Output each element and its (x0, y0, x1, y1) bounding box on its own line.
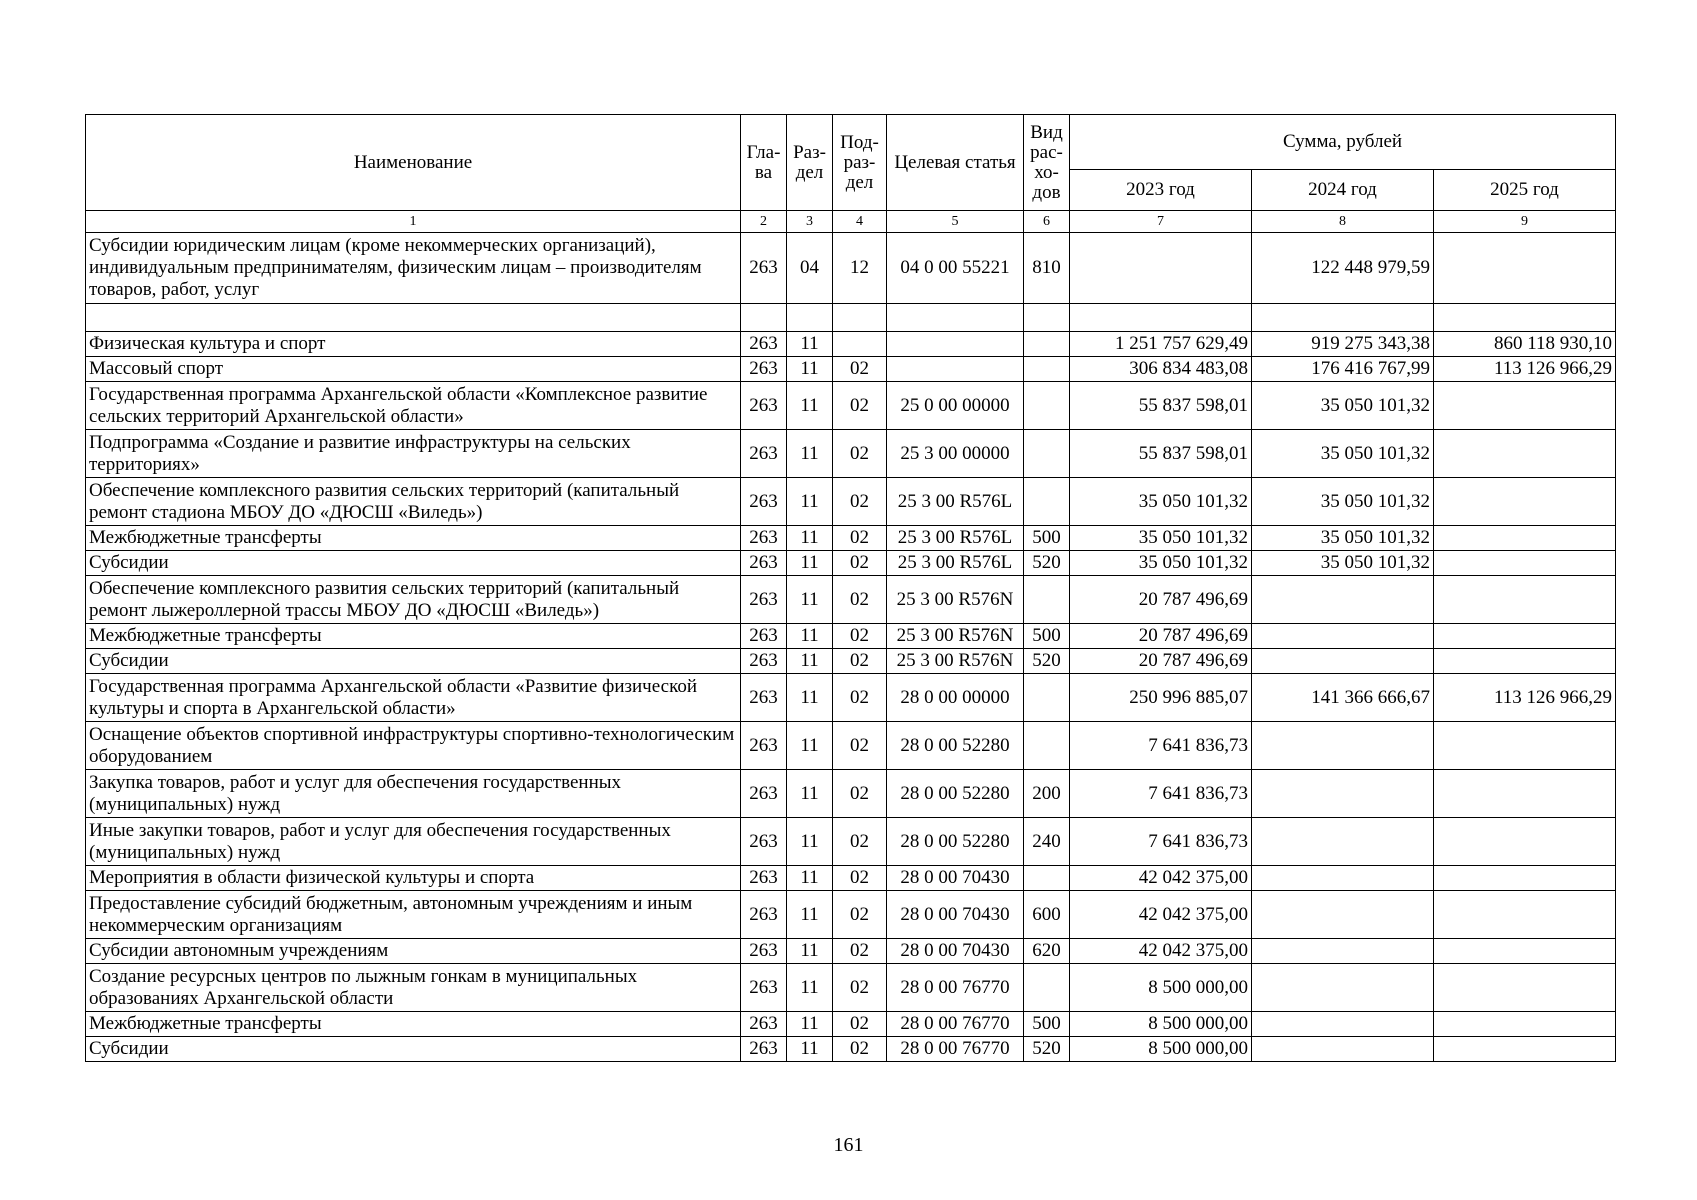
cell-podrazdel: 02 (833, 576, 887, 624)
cell-name (86, 304, 741, 332)
cell-celevaya: 28 0 00 52280 (887, 722, 1024, 770)
cell-razdel: 11 (787, 478, 833, 526)
column-number: 8 (1252, 211, 1434, 233)
cell-2024 (1252, 891, 1434, 939)
table-row (86, 357, 1616, 382)
cell-podrazdel (833, 304, 887, 332)
table-row (86, 674, 1616, 722)
cell-2023 (1070, 233, 1252, 304)
cell-2023: 42 042 375,00 (1070, 939, 1252, 964)
cell-2023: 20 787 496,69 (1070, 649, 1252, 674)
cell-2025 (1434, 1012, 1616, 1037)
table-row (86, 939, 1616, 964)
cell-razdel: 11 (787, 770, 833, 818)
column-number: 7 (1070, 211, 1252, 233)
table-row (86, 866, 1616, 891)
cell-2024 (1252, 1012, 1434, 1037)
cell-name: Межбюджетные трансферты (86, 624, 741, 649)
cell-celevaya: 25 3 00 R576N (887, 576, 1024, 624)
cell-glava: 263 (741, 332, 787, 357)
cell-name: Подпрограмма «Создание и развитие инфраструктуры на сельских территориях» (86, 430, 741, 478)
cell-glava (741, 304, 787, 332)
cell-razdel: 11 (787, 964, 833, 1012)
cell-celevaya: 28 0 00 52280 (887, 770, 1024, 818)
cell-vid: 520 (1024, 1037, 1070, 1062)
cell-2025 (1434, 478, 1616, 526)
cell-2025 (1434, 526, 1616, 551)
cell-celevaya: 28 0 00 00000 (887, 674, 1024, 722)
cell-razdel (787, 304, 833, 332)
cell-glava: 263 (741, 357, 787, 382)
cell-vid: 810 (1024, 233, 1070, 304)
cell-name: Межбюджетные трансферты (86, 1012, 741, 1037)
cell-2023: 8 500 000,00 (1070, 1012, 1252, 1037)
cell-glava: 263 (741, 551, 787, 576)
table-row (86, 382, 1616, 430)
table-row (86, 624, 1616, 649)
cell-name: Мероприятия в области физической культуры и спорта (86, 866, 741, 891)
cell-name: Физическая культура и спорт (86, 332, 741, 357)
cell-razdel: 11 (787, 576, 833, 624)
cell-razdel: 11 (787, 866, 833, 891)
cell-celevaya (887, 332, 1024, 357)
cell-2023: 42 042 375,00 (1070, 891, 1252, 939)
table-row (86, 551, 1616, 576)
cell-2023: 7 641 836,73 (1070, 722, 1252, 770)
cell-2025 (1434, 891, 1616, 939)
table-row (86, 770, 1616, 818)
column-number: 5 (887, 211, 1024, 233)
cell-2024 (1252, 649, 1434, 674)
cell-podrazdel: 02 (833, 624, 887, 649)
cell-glava: 263 (741, 818, 787, 866)
budget-table (85, 114, 1616, 1062)
table-body (86, 233, 1616, 1062)
cell-glava: 263 (741, 866, 787, 891)
cell-vid (1024, 357, 1070, 382)
cell-2025 (1434, 1037, 1616, 1062)
cell-celevaya: 28 0 00 76770 (887, 1012, 1024, 1037)
cell-celevaya: 28 0 00 76770 (887, 1037, 1024, 1062)
cell-podrazdel: 02 (833, 551, 887, 576)
cell-2024: 35 050 101,32 (1252, 478, 1434, 526)
cell-name: Обеспечение комплексного развития сельских территорий (капитальный ремонт лыжероллерной трассы МБОУ ДО «ДЮСШ «Виледь») (86, 576, 741, 624)
cell-2024 (1252, 624, 1434, 649)
cell-2023 (1070, 304, 1252, 332)
cell-vid: 600 (1024, 891, 1070, 939)
cell-celevaya: 28 0 00 70430 (887, 891, 1024, 939)
cell-celevaya: 25 3 00 R576L (887, 478, 1024, 526)
cell-2023: 8 500 000,00 (1070, 1037, 1252, 1062)
cell-glava: 263 (741, 1037, 787, 1062)
cell-name: Закупка товаров, работ и услуг для обеспечения государственных (муниципальных) нужд (86, 770, 741, 818)
cell-2023: 55 837 598,01 (1070, 382, 1252, 430)
table-row (86, 526, 1616, 551)
column-number: 6 (1024, 211, 1070, 233)
cell-2023: 7 641 836,73 (1070, 818, 1252, 866)
cell-2023: 20 787 496,69 (1070, 576, 1252, 624)
table-row (86, 576, 1616, 624)
cell-2023: 35 050 101,32 (1070, 526, 1252, 551)
cell-2023: 35 050 101,32 (1070, 551, 1252, 576)
column-number: 9 (1434, 211, 1616, 233)
cell-2025 (1434, 576, 1616, 624)
table-row (86, 891, 1616, 939)
cell-name: Субсидии (86, 1037, 741, 1062)
table-row (86, 478, 1616, 526)
cell-glava: 263 (741, 478, 787, 526)
cell-name: Оснащение объектов спортивной инфраструктуры спортивно-технологическим оборудованием (86, 722, 741, 770)
cell-name: Создание ресурсных центров по лыжным гонкам в муниципальных образованиях Архангельской области (86, 964, 741, 1012)
cell-vid (1024, 866, 1070, 891)
cell-2023: 55 837 598,01 (1070, 430, 1252, 478)
cell-name: Субсидии (86, 649, 741, 674)
cell-vid (1024, 382, 1070, 430)
table-row (86, 964, 1616, 1012)
cell-2025 (1434, 818, 1616, 866)
cell-glava: 263 (741, 430, 787, 478)
cell-2025 (1434, 624, 1616, 649)
cell-podrazdel: 02 (833, 674, 887, 722)
cell-glava: 263 (741, 891, 787, 939)
cell-podrazdel: 02 (833, 382, 887, 430)
cell-celevaya: 28 0 00 52280 (887, 818, 1024, 866)
cell-2024 (1252, 304, 1434, 332)
cell-glava: 263 (741, 624, 787, 649)
cell-name: Массовый спорт (86, 357, 741, 382)
cell-2025 (1434, 233, 1616, 304)
cell-2023: 35 050 101,32 (1070, 478, 1252, 526)
table-row (86, 304, 1616, 332)
page-number: 161 (833, 1134, 864, 1156)
cell-name: Субсидии юридическим лицам (кроме некоммерческих организаций), индивидуальным предпринимателям, физическим лицам – производителям товаров, работ, услуг (86, 233, 741, 304)
cell-celevaya: 04 0 00 55221 (887, 233, 1024, 304)
cell-podrazdel: 02 (833, 1012, 887, 1037)
cell-vid (1024, 964, 1070, 1012)
header-razdel: Раз-дел (787, 115, 833, 211)
cell-razdel: 11 (787, 939, 833, 964)
cell-2024: 35 050 101,32 (1252, 526, 1434, 551)
cell-2025: 113 126 966,29 (1434, 674, 1616, 722)
header-glava: Гла-ва (741, 115, 787, 211)
cell-vid (1024, 430, 1070, 478)
cell-2025 (1434, 430, 1616, 478)
cell-2024 (1252, 1037, 1434, 1062)
header-podrazdel: Под-раз-дел (833, 115, 887, 211)
cell-2024 (1252, 964, 1434, 1012)
cell-glava: 263 (741, 1012, 787, 1037)
cell-2025 (1434, 382, 1616, 430)
table-row (86, 233, 1616, 304)
cell-podrazdel: 02 (833, 964, 887, 1012)
cell-2025 (1434, 304, 1616, 332)
cell-name: Государственная программа Архангельской области «Развитие физической культуры и спорта в Архангельской области» (86, 674, 741, 722)
cell-2023: 250 996 885,07 (1070, 674, 1252, 722)
table-row (86, 818, 1616, 866)
column-number: 3 (787, 211, 833, 233)
cell-podrazdel: 02 (833, 770, 887, 818)
cell-celevaya: 25 3 00 R576L (887, 526, 1024, 551)
cell-razdel: 11 (787, 526, 833, 551)
cell-razdel: 11 (787, 891, 833, 939)
cell-name: Субсидии (86, 551, 741, 576)
cell-2025 (1434, 551, 1616, 576)
cell-vid (1024, 674, 1070, 722)
header-celevaya-statya: Целевая статья (887, 115, 1024, 211)
cell-celevaya: 28 0 00 70430 (887, 939, 1024, 964)
cell-2025 (1434, 722, 1616, 770)
cell-glava: 263 (741, 722, 787, 770)
column-number: 2 (741, 211, 787, 233)
cell-2025 (1434, 649, 1616, 674)
cell-glava: 263 (741, 939, 787, 964)
cell-vid (1024, 478, 1070, 526)
cell-2023: 8 500 000,00 (1070, 964, 1252, 1012)
cell-glava: 263 (741, 382, 787, 430)
table-header (86, 115, 1616, 233)
column-number: 1 (86, 211, 741, 233)
header-year-2025: 2025 год (1434, 170, 1616, 211)
cell-vid: 520 (1024, 551, 1070, 576)
cell-razdel: 11 (787, 649, 833, 674)
table-row (86, 1012, 1616, 1037)
cell-glava: 263 (741, 770, 787, 818)
cell-vid (1024, 332, 1070, 357)
cell-2024: 919 275 343,38 (1252, 332, 1434, 357)
column-numbers-row (86, 211, 1616, 233)
cell-glava: 263 (741, 526, 787, 551)
cell-vid: 520 (1024, 649, 1070, 674)
cell-celevaya: 25 3 00 00000 (887, 430, 1024, 478)
table-row (86, 649, 1616, 674)
cell-2024: 35 050 101,32 (1252, 430, 1434, 478)
cell-podrazdel: 02 (833, 722, 887, 770)
cell-2023: 1 251 757 629,49 (1070, 332, 1252, 357)
cell-razdel: 11 (787, 818, 833, 866)
cell-2024 (1252, 576, 1434, 624)
cell-2024: 122 448 979,59 (1252, 233, 1434, 304)
cell-name: Иные закупки товаров, работ и услуг для обеспечения государственных (муниципальных) нужд (86, 818, 741, 866)
cell-2024 (1252, 866, 1434, 891)
cell-vid: 500 (1024, 1012, 1070, 1037)
cell-2024 (1252, 818, 1434, 866)
cell-podrazdel: 02 (833, 818, 887, 866)
table-row (86, 1037, 1616, 1062)
cell-glava: 263 (741, 233, 787, 304)
cell-podrazdel: 02 (833, 649, 887, 674)
cell-celevaya: 28 0 00 70430 (887, 866, 1024, 891)
column-number: 4 (833, 211, 887, 233)
cell-2025 (1434, 939, 1616, 964)
cell-vid (1024, 576, 1070, 624)
cell-vid: 200 (1024, 770, 1070, 818)
cell-2024: 176 416 767,99 (1252, 357, 1434, 382)
cell-vid: 500 (1024, 624, 1070, 649)
cell-glava: 263 (741, 576, 787, 624)
cell-razdel: 11 (787, 624, 833, 649)
cell-podrazdel: 02 (833, 430, 887, 478)
cell-celevaya (887, 304, 1024, 332)
header-year-2023: 2023 год (1070, 170, 1252, 211)
cell-2023: 42 042 375,00 (1070, 866, 1252, 891)
cell-vid: 240 (1024, 818, 1070, 866)
cell-name: Межбюджетные трансферты (86, 526, 741, 551)
header-vid-rashodov: Вид рас-хо-дов (1024, 115, 1070, 211)
table-row (86, 332, 1616, 357)
cell-glava: 263 (741, 674, 787, 722)
header-name: Наименование (86, 115, 741, 211)
table-row (86, 722, 1616, 770)
cell-celevaya: 28 0 00 76770 (887, 964, 1024, 1012)
cell-2025 (1434, 770, 1616, 818)
cell-2023: 7 641 836,73 (1070, 770, 1252, 818)
cell-2024 (1252, 939, 1434, 964)
cell-2024 (1252, 770, 1434, 818)
cell-podrazdel: 12 (833, 233, 887, 304)
cell-razdel: 11 (787, 382, 833, 430)
cell-podrazdel: 02 (833, 478, 887, 526)
table-row (86, 430, 1616, 478)
cell-2023: 306 834 483,08 (1070, 357, 1252, 382)
cell-celevaya: 25 3 00 R576L (887, 551, 1024, 576)
cell-vid: 500 (1024, 526, 1070, 551)
cell-name: Предоставление субсидий бюджетным, автономным учреждениям и иным некоммерческим организациям (86, 891, 741, 939)
cell-2025 (1434, 964, 1616, 1012)
cell-2025: 860 118 930,10 (1434, 332, 1616, 357)
cell-2024: 35 050 101,32 (1252, 551, 1434, 576)
cell-glava: 263 (741, 964, 787, 1012)
cell-podrazdel: 02 (833, 939, 887, 964)
cell-2024: 141 366 666,67 (1252, 674, 1434, 722)
cell-razdel: 11 (787, 332, 833, 357)
cell-podrazdel: 02 (833, 526, 887, 551)
cell-vid (1024, 304, 1070, 332)
cell-name: Обеспечение комплексного развития сельских территорий (капитальный ремонт стадиона МБОУ ДО «ДЮСШ «Виледь») (86, 478, 741, 526)
cell-razdel: 11 (787, 674, 833, 722)
cell-vid: 620 (1024, 939, 1070, 964)
cell-podrazdel: 02 (833, 866, 887, 891)
cell-razdel: 11 (787, 430, 833, 478)
cell-razdel: 11 (787, 551, 833, 576)
cell-2024 (1252, 722, 1434, 770)
cell-razdel: 11 (787, 357, 833, 382)
cell-name: Государственная программа Архангельской области «Комплексное развитие сельских территорий Архангельской области» (86, 382, 741, 430)
cell-celevaya (887, 357, 1024, 382)
cell-2023: 20 787 496,69 (1070, 624, 1252, 649)
cell-vid (1024, 722, 1070, 770)
cell-2025 (1434, 866, 1616, 891)
cell-podrazdel (833, 332, 887, 357)
cell-razdel: 11 (787, 722, 833, 770)
cell-name: Субсидии автономным учреждениям (86, 939, 741, 964)
cell-2025: 113 126 966,29 (1434, 357, 1616, 382)
cell-celevaya: 25 0 00 00000 (887, 382, 1024, 430)
header-year-2024: 2024 год (1252, 170, 1434, 211)
header-summa: Сумма, рублей (1070, 115, 1616, 170)
cell-celevaya: 25 3 00 R576N (887, 624, 1024, 649)
cell-2024: 35 050 101,32 (1252, 382, 1434, 430)
cell-celevaya: 25 3 00 R576N (887, 649, 1024, 674)
cell-podrazdel: 02 (833, 891, 887, 939)
cell-razdel: 11 (787, 1037, 833, 1062)
cell-razdel: 04 (787, 233, 833, 304)
cell-podrazdel: 02 (833, 357, 887, 382)
cell-glava: 263 (741, 649, 787, 674)
cell-podrazdel: 02 (833, 1037, 887, 1062)
cell-razdel: 11 (787, 1012, 833, 1037)
